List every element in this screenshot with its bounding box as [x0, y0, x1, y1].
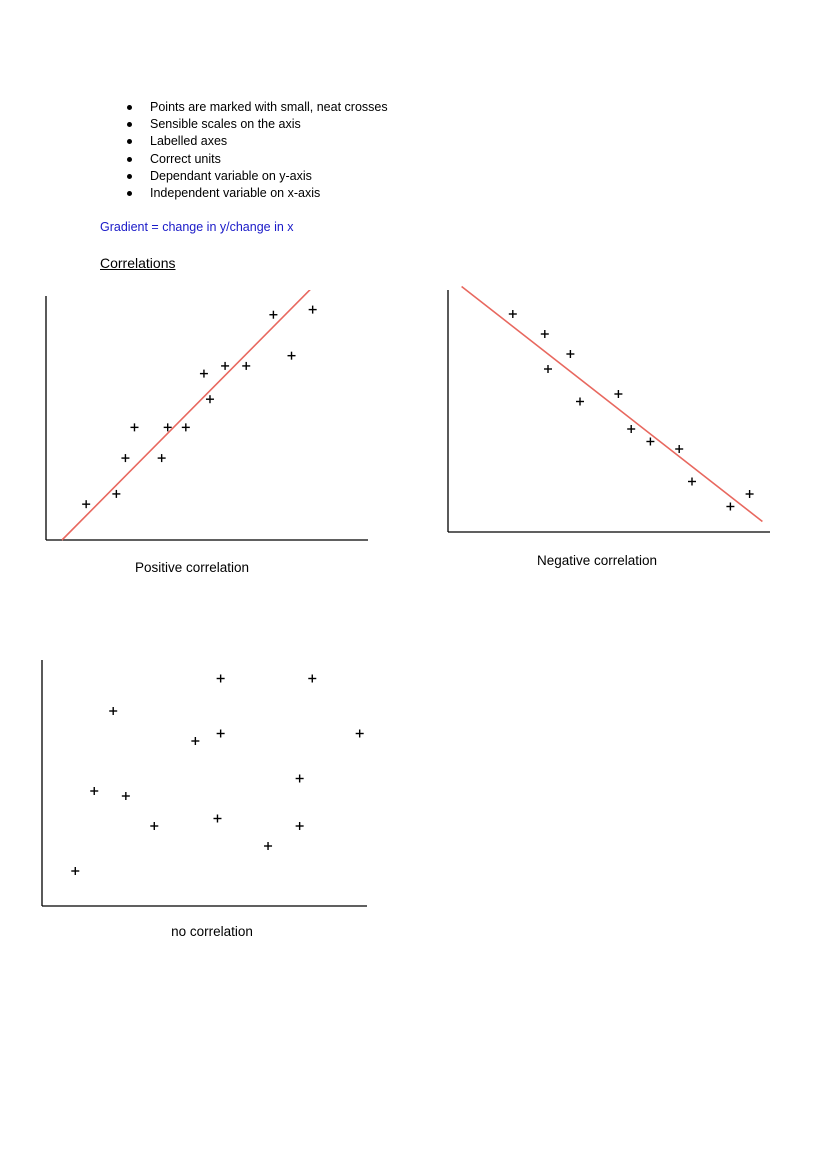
data-point-cross [150, 822, 158, 830]
data-point-cross [726, 503, 734, 511]
data-point-cross [509, 310, 517, 318]
data-point-cross [206, 395, 214, 403]
data-point-cross [308, 675, 316, 683]
chart-title: Positive correlation [134, 560, 250, 575]
data-point-cross [646, 438, 654, 446]
data-point-cross [576, 398, 584, 406]
data-point-cross [264, 842, 272, 850]
checklist-item: Dependant variable on y-axis [126, 168, 388, 185]
data-point-cross [130, 423, 138, 431]
checklist [126, 99, 388, 202]
data-point-cross [191, 737, 199, 745]
data-point-cross [122, 792, 130, 800]
data-point-cross [688, 478, 696, 486]
checklist-item: Labelled axes [126, 133, 388, 150]
data-point-cross [221, 362, 229, 370]
data-point-cross [82, 500, 90, 508]
data-point-cross [746, 490, 754, 498]
checklist-item: Correct units [126, 151, 388, 168]
data-point-cross [614, 390, 622, 398]
data-point-cross [112, 490, 120, 498]
data-point-cross [71, 867, 79, 875]
data-point-cross [121, 454, 129, 462]
checklist-item: Points are marked with small, neat crosses [126, 99, 388, 116]
data-point-cross [200, 370, 208, 378]
checklist-item: Sensible scales on the axis [126, 116, 388, 133]
data-point-cross [675, 445, 683, 453]
data-point-cross [288, 352, 296, 360]
positive-correlation-chart [40, 290, 375, 548]
data-point-cross [217, 675, 225, 683]
chart-title: Negative correlation [536, 553, 658, 568]
line-of-best-fit [62, 290, 316, 540]
data-point-cross [269, 311, 277, 319]
no-correlation-chart [36, 656, 375, 914]
chart-title: no correlation [171, 924, 253, 939]
data-point-cross [182, 423, 190, 431]
data-point-cross [627, 425, 635, 433]
data-point-cross [544, 365, 552, 373]
data-point-cross [242, 362, 250, 370]
data-point-cross [213, 815, 221, 823]
data-point-cross [90, 787, 98, 795]
data-point-cross [296, 775, 304, 783]
negative-correlation-chart [440, 284, 775, 540]
data-point-cross [309, 306, 317, 314]
data-point-cross [109, 707, 117, 715]
checklist-item: Independent variable on x-axis [126, 185, 388, 202]
data-point-cross [296, 822, 304, 830]
data-point-cross [356, 730, 364, 738]
data-point-cross [158, 454, 166, 462]
gradient-note: Gradient = change in y/change in x [100, 220, 294, 234]
line-of-best-fit [462, 287, 763, 522]
data-point-cross [566, 350, 574, 358]
data-point-cross [217, 730, 225, 738]
data-point-cross [541, 330, 549, 338]
section-heading: Correlations [100, 255, 176, 271]
